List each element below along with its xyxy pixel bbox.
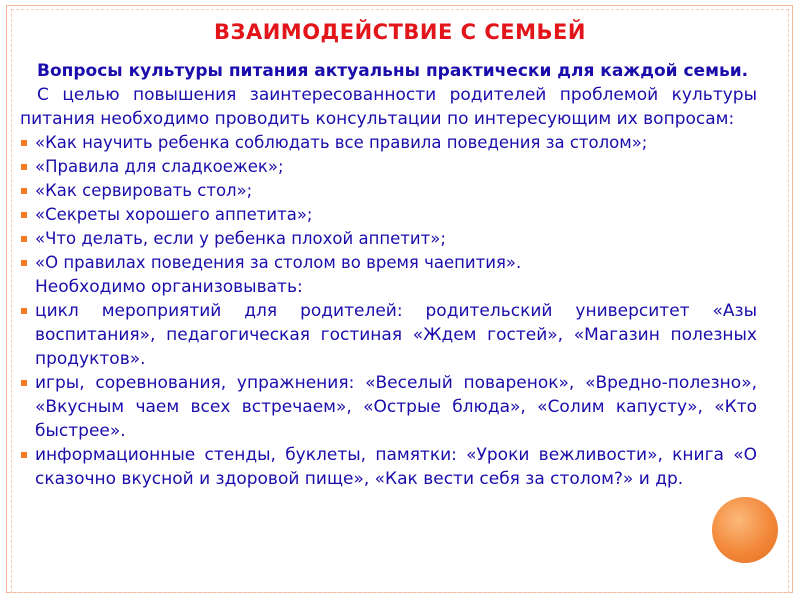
bullet-square-icon [21, 212, 27, 218]
bullet-square-icon [21, 380, 27, 386]
consultation-text: «Как сервировать стол»; [35, 181, 253, 200]
list-item [20, 155, 757, 179]
bullet-square-icon [21, 164, 27, 170]
list-item [20, 179, 757, 203]
list-item [20, 131, 757, 155]
list-item [20, 443, 757, 491]
bullet-square-icon [21, 260, 27, 266]
activity-text: игры, соревнования, упражнения: «Веселый поваренок», «Вредно-полезно», «Вкусным чаем всех встречаем», «Острые блюда», «Солим капусту», «Кто быстрее». [35, 373, 757, 441]
bullet-square-icon [21, 308, 27, 314]
activity-text: информационные стенды, буклеты, памятки: «Уроки вежливости», книга «О сказочно вкусной и здоровой пище», «Как вести себя за столом?» и др. [35, 445, 757, 489]
decorative-orange-circle [712, 497, 778, 563]
slide-title: ВЗАИМОДЕЙСТВИЕ С СЕМЬЕЙ [214, 20, 586, 44]
list-item [20, 251, 757, 275]
list-item [20, 203, 757, 227]
activities-list [20, 299, 757, 491]
consultation-text: «Правила для сладкоежек»; [35, 157, 284, 176]
intro-paragraph-2: С целью повышения заинтересованности родителей проблемой культуры питания необходимо проводить консультации по интересующим их вопросам: [20, 85, 757, 129]
consultation-text: «О правилах поведения за столом во время чаепития». [35, 253, 522, 272]
list-item [20, 371, 757, 443]
bullet-square-icon [21, 236, 27, 242]
bullet-square-icon [21, 188, 27, 194]
consultation-text: «Что делать, если у ребенка плохой аппетит»; [35, 229, 446, 248]
slide-content [20, 59, 757, 491]
section-heading: Необходимо организовывать: [35, 277, 303, 297]
list-item [20, 299, 757, 371]
activity-text: цикл мероприятий для родителей: родительский университет «Азы воспитания», педагогическая гостиная «Ждем гостей», «Магазин полезных продуктов». [35, 301, 757, 369]
bullet-square-icon [21, 452, 27, 458]
consultation-text: «Как научить ребенка соблюдать все правила поведения за столом»; [35, 133, 648, 152]
consultations-list [20, 131, 757, 275]
consultation-text: «Секреты хорошего аппетита»; [35, 205, 313, 224]
list-item [20, 227, 757, 251]
bullet-square-icon [21, 140, 27, 146]
intro-paragraph-1: Вопросы культуры питания актуальны практически для каждой семьи. [37, 61, 749, 81]
